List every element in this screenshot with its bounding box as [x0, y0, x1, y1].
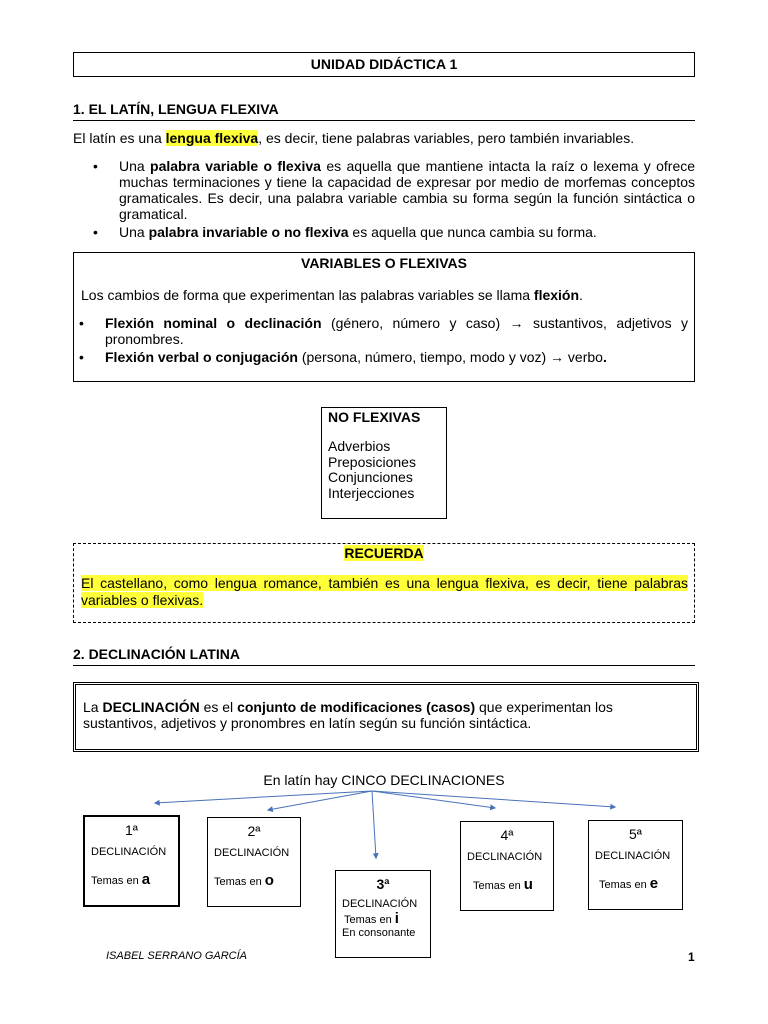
intro-text-end: , es decir, tiene palabras variables, pero también invariables.	[258, 130, 635, 146]
flexion-term: Flexión verbal o conjugación	[105, 349, 298, 365]
declension-number: 2ª	[247, 823, 261, 839]
list-item: Adverbios	[328, 438, 391, 454]
declension-theme	[589, 875, 682, 892]
recuerda-box	[73, 543, 695, 623]
declension-label: DECLINACIÓN	[214, 847, 290, 859]
declension-box-1	[83, 815, 180, 907]
section-2-heading: 2. DECLINACIÓN LATINA	[73, 646, 695, 666]
def-term: DECLINACIÓN	[102, 699, 200, 715]
flexion-term: Flexión nominal o declinación	[105, 315, 322, 331]
arrow-3	[372, 791, 376, 858]
declension-label: DECLINACIÓN	[342, 898, 418, 910]
declension-box-3	[335, 870, 431, 958]
theme-letter: e	[649, 875, 659, 892]
arrow-1	[155, 791, 372, 803]
def-term: conjunto de modificaciones (casos)	[237, 699, 476, 715]
variables-heading: VARIABLES O FLEXIVAS	[301, 255, 467, 271]
bullet-text: Una	[119, 224, 149, 240]
declension-label: DECLINACIÓN	[91, 846, 167, 858]
theme-prefix: Temas en	[599, 879, 650, 891]
declension-label: DECLINACIÓN	[467, 851, 543, 863]
bullet-term: palabra variable o flexiva	[150, 158, 321, 174]
variables-box	[73, 252, 695, 382]
list-item	[74, 349, 688, 365]
theme-prefix: Temas en	[473, 880, 524, 892]
theme-letter: a	[141, 871, 151, 888]
declension-box-2	[207, 817, 301, 907]
variables-term: flexión	[533, 287, 580, 303]
def-text: La	[83, 699, 103, 715]
list-item	[74, 315, 688, 347]
declension-number: 5ª	[629, 826, 642, 842]
declension-theme	[208, 872, 300, 889]
bullet-text: Una	[119, 158, 151, 174]
theme-prefix: Temas en	[214, 876, 265, 888]
footer-author: ISABEL SERRANO GARCÍA	[106, 950, 248, 962]
recuerda-text: El castellano, como lengua romance, también es una lengua flexiva, es decir, tiene palabras variables o flexivas.	[81, 575, 688, 608]
page-number: 1	[688, 950, 695, 964]
list-item: Conjunciones	[328, 469, 413, 485]
flexion-text: (persona, número, tiempo, modo y voz) → verbo	[297, 349, 603, 365]
declension-theme	[85, 871, 178, 888]
theme-prefix: Temas en	[91, 875, 142, 887]
bullet-term: palabra invariable o no flexiva	[148, 224, 349, 240]
bullet-text: es aquella que nunca cambia su forma.	[348, 224, 597, 240]
declension-theme	[461, 876, 553, 893]
variables-intro-text: Los cambios de forma que experimentan las palabras variables se llama	[81, 287, 534, 303]
intro-highlight: lengua flexiva	[165, 130, 259, 146]
theme-letter: u	[523, 876, 533, 893]
def-text: es el	[199, 699, 238, 715]
variables-intro-end: .	[579, 287, 583, 303]
unit-title: UNIDAD DIDÁCTICA 1	[73, 52, 695, 77]
theme-letter: o	[264, 872, 274, 889]
section-1-heading: 1. EL LATÍN, LENGUA FLEXIVA	[73, 101, 695, 121]
diagram-title: En latín hay CINCO DECLINACIONES	[263, 772, 505, 788]
flexion-period: .	[602, 349, 607, 365]
declension-number: 3ª	[376, 876, 390, 892]
no-flexivas-box	[321, 407, 447, 519]
bullet-text: es aquella que mantiene intacta la raíz o lexema y ofrece muchas terminaciones y tiene la capacidad de expresar por medio de morfemas conceptos gramaticales. Es decir, una palabra variable cambia su forma según la función sintáctica o gramatical.	[119, 158, 696, 222]
list-item	[73, 224, 695, 240]
no-flexivas-heading: NO FLEXIVAS	[328, 409, 421, 425]
declension-label: DECLINACIÓN	[595, 850, 671, 862]
section-1-intro	[73, 130, 695, 147]
flexion-text: (género, número y caso) → sustantivos, adjetivos y pronombres.	[105, 315, 688, 347]
declension-theme	[336, 912, 430, 927]
no-flexivas-list	[328, 439, 446, 501]
def-text: que experimentan los sustantivos, adjetivos y pronombres en latín según su función sintáctica.	[83, 699, 613, 731]
arrow-4	[372, 791, 495, 808]
list-item: Preposiciones	[328, 453, 416, 470]
theme-letter: i	[394, 910, 399, 927]
declension-box-5	[588, 820, 683, 910]
declinacion-definition	[83, 699, 688, 731]
theme-prefix: Temas en	[344, 914, 395, 926]
declension-number: 1ª	[125, 822, 138, 838]
section-1-bullets	[73, 158, 695, 242]
list-item: Interjecciones	[328, 484, 415, 501]
declension-box-4	[460, 821, 554, 911]
variables-intro	[81, 287, 694, 303]
declension-extra: En consonante	[342, 927, 416, 939]
arrow-5	[372, 791, 615, 807]
declinacion-definition-box	[73, 682, 699, 752]
recuerda-heading: RECUERDA	[344, 545, 424, 561]
list-item	[73, 158, 695, 222]
arrow-2	[268, 791, 372, 810]
declension-number: 4ª	[500, 827, 514, 843]
intro-text: El latín es una	[73, 130, 166, 146]
